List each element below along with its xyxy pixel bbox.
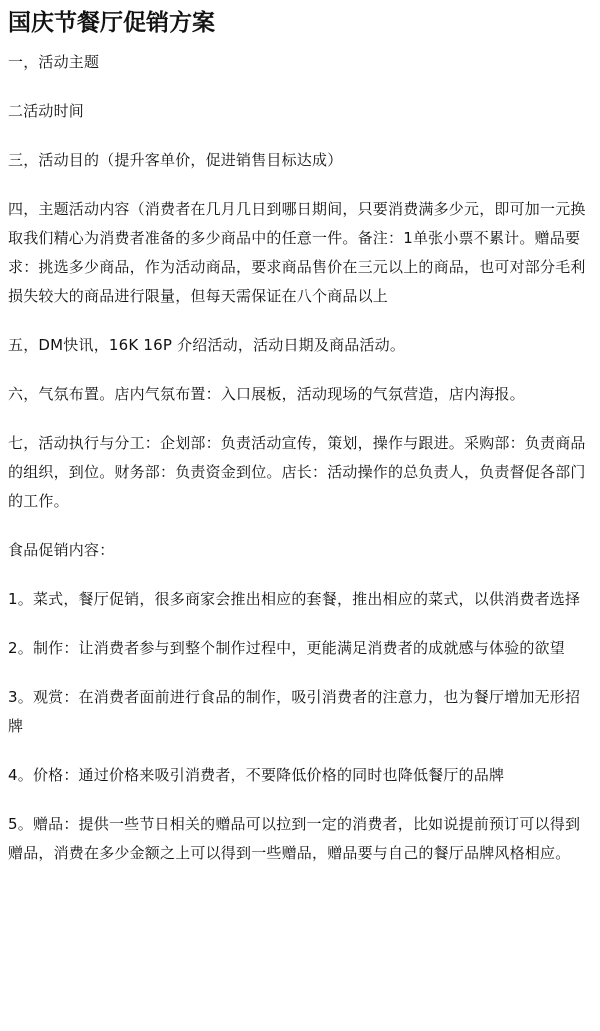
paragraph-activity-content: 四，主题活动内容（消费者在几月几日到哪日期间，只要消费满多少元，即可加一元换取我们精心为消费者准备的多少商品中的任意一件。备注：1单张小票不累计。赠品要求：挑选多少商品，作为活动商品，要求商品售价在三元以上的商品，也可对部分毛利损失较大的商品进行限量，但每天需保证在八个商品以上 <box>8 200 586 305</box>
paragraph-dishes: 1。菜式，餐厅促销，很多商家会推出相应的套餐，推出相应的菜式，以供消费者选择 <box>8 590 581 608</box>
paragraph-dm-flyer: 五，DM快讯，16K 16P 介绍活动，活动日期及商品活动。 <box>8 336 406 354</box>
paragraph-activity-theme: 一，活动主题 <box>8 53 100 71</box>
paragraph-food-promo-heading: 食品促销内容： <box>8 541 115 559</box>
paragraph-execution: 七，活动执行与分工：企划部：负责活动宣传，策划，操作与跟进。采购部：负责商品的组织，到位。财务部：负责资金到位。店长：活动操作的总负责人，负责督促各部门的工作。 <box>8 434 586 510</box>
paragraph-activity-goal: 三，活动目的（提升客单价，促进销售目标达成） <box>8 151 343 169</box>
paragraph-atmosphere: 六，气氛布置。店内气氛布置：入口展板，活动现场的气氛营造，店内海报。 <box>8 385 525 403</box>
paragraph-activity-time: 二活动时间 <box>8 102 85 120</box>
paragraph-viewing: 3。观赏：在消费者面前进行食品的制作，吸引消费者的注意力，也为餐厅增加无形招牌 <box>8 688 581 735</box>
paragraph-making: 2。制作：让消费者参与到整个制作过程中，更能满足消费者的成就感与体验的欲望 <box>8 639 565 657</box>
paragraph-price: 4。价格：通过价格来吸引消费者，不要降低价格的同时也降低餐厅的品牌 <box>8 766 505 784</box>
document-title: 国庆节餐厅促销方案 <box>8 9 215 36</box>
paragraph-gifts: 5。赠品：提供一些节日相关的赠品可以拉到一定的消费者，比如说提前预订可以得到赠品，消费在多少金额之上可以得到一些赠品，赠品要与自己的餐厅品牌风格相应。 <box>8 815 581 862</box>
